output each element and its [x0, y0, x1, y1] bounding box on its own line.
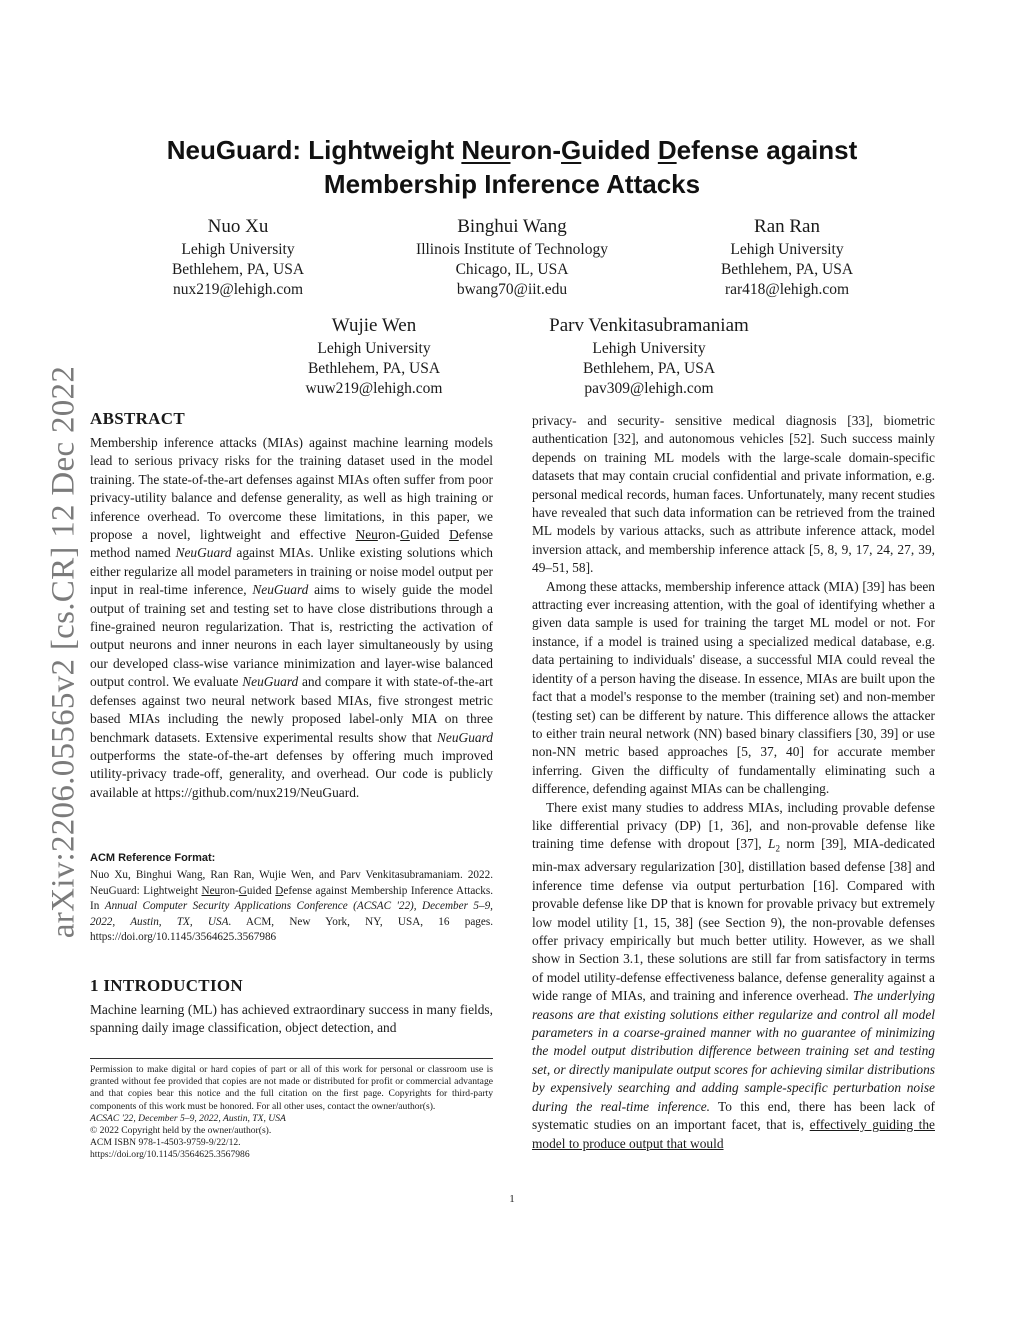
abstract-text: Membership inference attacks (MIAs) against machine learning models lead to serious privacy risks for the training dataset used in the model training. The state-of-the-art defenses against MIAs often suffer from poor privacy-utility balance and defense generality, as well as high training or inference overhead. To overcome these limitations, in this paper, we propose a novel, lightweight and effective Neuron-Guided Defense method named NeuGuard against MIAs. Unlike existing solutions which either regularize all model parameters in training or noise model output per input in real-time inference, NeuGuard aims to wisely guide the model output of training set and testing set to have close distributions through a fine-grained neuron regularization. That is, restricting the activation of output neurons and inner neurons in each layer simultaneously by using our developed class-wise variance minimization and layer-wise balanced output control. We evaluate NeuGuard and compare it with state-of-the-art defenses against two neural network based MIAs, five strongest metric based MIAs including the newly proposed label-only MIA on three benchmark datasets. Extensive experimental results show that NeuGuard outperforms the state-of-the-art defenses by offering much improved utility-privacy trade-off, generality, and overhead. Our code is publicly available at https://github.com/nux219/NeuGuard. [90, 435, 494, 800]
author-email[interactable]: bwang70@iit.edu [456, 281, 568, 298]
author-name: Ran Ran [754, 216, 820, 237]
author-email[interactable]: nux219@lehigh.com [172, 281, 304, 298]
abstract-section [90, 408, 493, 802]
doi-link[interactable]: https://doi.org/10.1145/3564625.3567986 [90, 1149, 250, 1161]
permission-notice: Permission to make digital or hard copies of part or all of this work for personal or classroom use is granted without fee provided that copies are not made or distributed for profit or commercial advantage and that copies bear this notice and the full citation on the first page. Copyrights for third-party components of this work must be honored. For all other uses, contact the owner/author(s). [90, 1064, 493, 1112]
author-affiliation: Lehigh University [730, 241, 844, 258]
intro-paragraph: privacy- and security- sensitive medical diagnosis [33], biometric authentication [32], and autonomous vehicles [52]. Such success mainly depends on training ML models with the large-scale domain-specific datasets that may contain crucial confidential and private information, e.g. personal medical records, human faces. Unfortunately, many recent studies have revealed that such data information can be retrieved from the trained ML models by various attacks, such as attribute inference attack, model inversion attack, and membership inference attack [5, 8, 9, 17, 24, 27, 39, 49–51, 58]. [532, 413, 935, 576]
author-location: Chicago, IL, USA [455, 261, 569, 278]
author-location: Bethlehem, PA, USA [582, 360, 716, 377]
arxiv-stamp-text: arXiv:2206.05565v2 [cs.CR] 12 Dec 2022 [45, 365, 82, 939]
author-location: Bethlehem, PA, USA [307, 360, 441, 377]
isbn-line: ACM ISBN 978-1-4503-9759-9/22/12. [90, 1137, 241, 1149]
author-block [657, 216, 917, 300]
paper-title [100, 133, 924, 201]
author-location: Bethlehem, PA, USA [171, 261, 305, 278]
copyright-line: © 2022 Copyright held by the owner/author(s). [90, 1125, 272, 1137]
title-line-2: Membership Inference Attacks [323, 169, 701, 199]
author-block [244, 315, 504, 399]
author-name: Wujie Wen [331, 315, 417, 336]
author-affiliation: Lehigh University [592, 340, 706, 357]
author-affiliation: Illinois Institute of Technology [416, 241, 608, 258]
author-email[interactable]: rar418@lehigh.com [724, 281, 850, 298]
page-number: 1 [509, 1193, 515, 1205]
author-name: Nuo Xu [207, 216, 269, 237]
introduction-heading: 1 INTRODUCTION [90, 976, 243, 995]
introduction-text-right [532, 412, 935, 1153]
footnote [90, 1064, 493, 1162]
footnote-rule [90, 1058, 493, 1059]
author-block [519, 315, 779, 399]
author-block [382, 216, 642, 300]
intro-paragraph: There exist many studies to address MIAs, including provable defense like differential privacy (DP) [1, 36], and non-provable defense like training time defense with dropout [37], $L_2$ norm [39], MIA-dedicated min-max adversary regularization [30], distillation based defense [38] and inference time defense via output perturbation [16]. Compared with provable defense like DP that is known for provable privacy but extremely low model utility [1, 15, 38] (see Section 9), the non-provable defenses offer privacy empirically but much better utility. However, as we shall show in Section 3.1, these solutions are still far from satisfactory in terms of model utility-defense effectiveness balance, defense generality against a wide range of MIAs, and training and inference overhead. The underlying reasons are that existing solutions either regularize and control all model parameters in a coarse-grained manner with no guarantee of minimizing the model output distribution difference between training set and testing set, or directly manipulate output scores for achieving similar distributions by expensively searching and adding sample-specific perturbation noise during the real-time inference. To this end, there has been lack of systematic studies on an important facet, that is, effectively guiding the model to produce output that would [532, 799, 936, 1151]
author-email[interactable]: wuw219@lehigh.com [305, 380, 443, 397]
acm-reference-heading: ACM Reference Format: [90, 852, 216, 864]
introduction-section [90, 975, 493, 1038]
author-location: Bethlehem, PA, USA [720, 261, 854, 278]
acm-reference [90, 850, 493, 946]
author-email[interactable]: pav309@lehigh.com [584, 380, 714, 397]
title-line-1: NeuGuard: Lightweight Neuron-Guided Defense against [166, 135, 858, 165]
intro-paragraph: Among these attacks, membership inference attack (MIA) [39] has been attracting ever increasing attention, with the goal of identifying whether a given data sample is used for training the target ML model or not. For instance, if a model is trained using a specialized medical database, e.g. data pertaining to individuals' disease, a successful MIA could reveal the identity of a person having the disease. In essence, MIAs are built upon the fact that a model's response to the member (training set) and non-member (testing set) can be different by nature. This difference allows the attacker to either train neural network (NN) based binary classifiers [30, 39] or use non-NN metric based approaches [5, 37, 40] for accurate member inferring. Given the difficulty of fundamentally eliminating such a difference, defending against MIAs can be challenging. [532, 578, 935, 797]
author-name: Parv Venkitasubramaniam [549, 315, 749, 336]
author-name: Binghui Wang [457, 216, 567, 237]
footnote-venue: ACSAC '22, December 5–9, 2022, Austin, TX, USA [90, 1112, 286, 1124]
author-block [108, 216, 368, 300]
introduction-text-left: Machine learning (ML) has achieved extraordinary success in many fields, spanning daily image classification, object detection, and [90, 1002, 493, 1036]
acm-reference-text: Nuo Xu, Binghui Wang, Ran Ran, Wujie Wen, and Parv Venkitasubramaniam. 2022. NeuGuard: Lightweight Neuron-Guided Defense against Membership Inference Attacks. In Annual Computer Security Applications Conference (ACSAC '22), December 5–9, 2022, Austin, TX, USA. ACM, New York, NY, USA, 16 pages. https://doi.org/10.1145/3564625.3567986 [90, 869, 493, 943]
introduction-continued [532, 412, 935, 1153]
abstract-heading: ABSTRACT [90, 409, 185, 428]
author-affiliation: Lehigh University [317, 340, 431, 357]
author-affiliation: Lehigh University [181, 241, 295, 258]
